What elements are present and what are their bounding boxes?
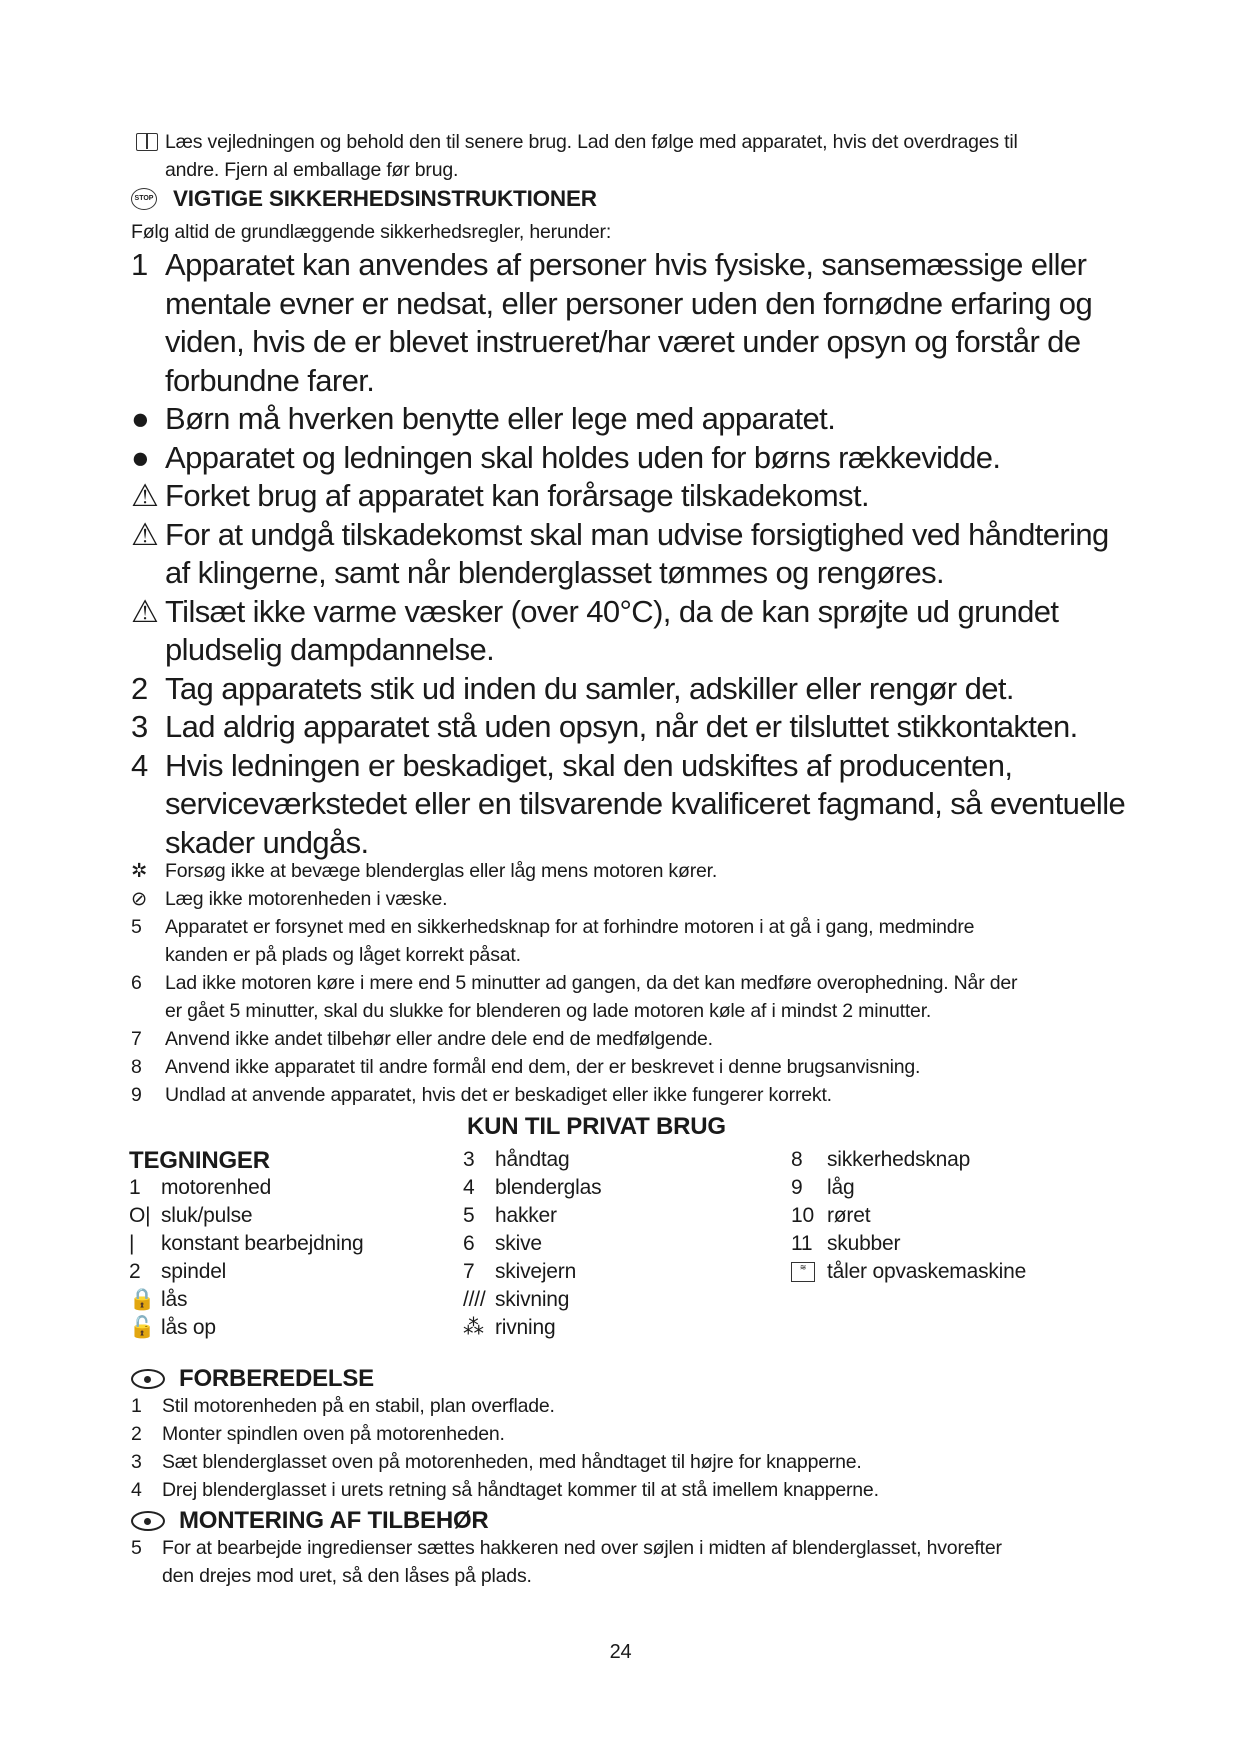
item-marker: 3: [131, 1451, 142, 1473]
legend-marker: 2: [129, 1260, 141, 1283]
list-item: [0, 1053, 1241, 1081]
legend-item: [129, 1286, 363, 1314]
mounting-title: MONTERING AF TILBEHØR: [179, 1507, 489, 1534]
legend-item: [463, 1174, 601, 1202]
item-marker: ●: [131, 439, 150, 475]
list-item: [0, 969, 1241, 1025]
item-line: Apparatet kan anvendes af personer hvis fysiske, sansemæssige eller: [165, 247, 1087, 282]
list-item: [0, 1476, 1241, 1504]
item-marker: 3: [131, 709, 148, 744]
item-line: Lad aldrig apparatet stå uden opsyn, når det er tilsluttet stikkontakten.: [165, 709, 1078, 744]
item-marker: 6: [131, 972, 142, 994]
legend-item: [791, 1230, 1026, 1258]
drawings-column-2: [463, 1146, 601, 1342]
legend-marker: 6: [463, 1232, 475, 1255]
item-line: Tag apparatets stik ud inden du samler, adskiller eller rengør det.: [165, 670, 1014, 706]
legend-label: sluk/pulse: [161, 1204, 253, 1227]
small-safety-list: [0, 857, 1241, 1109]
item-line: Lad ikke motoren køre i mere end 5 minutter ad gangen, da det kan medføre overophedning. Når der: [165, 972, 1018, 994]
legend-item: [463, 1230, 601, 1258]
intro-block: [131, 128, 1211, 184]
item-marker: ⚠: [131, 478, 159, 513]
item-line: pludselig dampdannelse.: [165, 632, 495, 667]
legend-item: [129, 1230, 363, 1258]
legend-item: [463, 1202, 601, 1230]
list-item: [0, 1534, 1241, 1590]
item-line: Apparatet er forsynet med en sikkerhedsknap for at forhindre motoren i at gå i gang, medmindre: [165, 916, 975, 938]
legend-label: motorenhed: [161, 1176, 272, 1199]
item-line: kanden er på plads og låget korrekt påsat.: [165, 944, 521, 966]
legend-label: tåler opvaskemaskine: [827, 1260, 1027, 1283]
legend-item: [129, 1314, 363, 1342]
item-line: Forsøg ikke at bevæge blenderglas eller låg mens motoren kører.: [165, 860, 718, 882]
item-marker: ✲: [131, 860, 148, 882]
safety-subtitle: Følg altid de grundlæggende sikkerhedsregler, herunder:: [131, 221, 612, 243]
list-item: [0, 439, 1241, 478]
list-item: [0, 885, 1241, 913]
item-marker: 2: [131, 670, 148, 706]
drawings-title: TEGNINGER: [129, 1147, 270, 1174]
legend-item: [129, 1202, 363, 1230]
item-line: Drej blenderglasset i urets retning så håndtaget kommer til at stå imellem knapperne.: [162, 1479, 879, 1501]
item-line: Stil motorenheden på en stabil, plan overflade.: [162, 1395, 555, 1417]
intro-line-2: andre. Fjern al emballage før brug.: [165, 159, 459, 181]
item-line: Monter spindlen oven på motorenheden.: [162, 1423, 505, 1445]
list-item: [0, 400, 1241, 439]
item-marker: 2: [131, 1423, 142, 1445]
item-line: Apparatet og ledningen skal holdes uden for børns rækkevidde.: [165, 439, 1001, 475]
legend-item: [791, 1258, 1026, 1286]
legend-marker: 1: [129, 1176, 141, 1199]
item-marker: 4: [131, 1479, 142, 1501]
list-item: [0, 477, 1241, 516]
item-marker: ⚠: [131, 593, 159, 629]
item-line: Anvend ikke apparatet til andre formål end dem, der er beskrevet i denne brugsanvisning.: [165, 1056, 921, 1078]
safety-title: VIGTIGE SIKKERHEDSINSTRUKTIONER: [173, 186, 597, 211]
legend-marker: 7: [463, 1260, 475, 1283]
list-item: [0, 913, 1241, 969]
legend-item: [791, 1202, 1026, 1230]
mounting-list: [0, 1534, 1241, 1590]
legend-marker: 11: [791, 1232, 813, 1255]
list-item: [0, 1081, 1241, 1109]
item-line: mentale evner er nedsat, eller personer uden den fornødne erfaring og: [165, 285, 1093, 321]
legend-label: konstant bearbejdning: [161, 1232, 364, 1255]
list-item: [0, 516, 1241, 593]
legend-marker: |: [129, 1232, 135, 1255]
item-line: Sæt blenderglasset oven på motorenheden, med håndtaget til højre for knapperne.: [162, 1451, 862, 1473]
preparation-title: FORBEREDELSE: [179, 1365, 374, 1392]
item-line: Forket brug af apparatet kan forårsage tilskadekomst.: [165, 478, 869, 513]
page-number: 24: [609, 1641, 632, 1663]
legend-marker: 4: [463, 1176, 475, 1199]
stop-icon: STOP: [131, 188, 157, 210]
list-item: [0, 246, 1241, 400]
legend-label: låg: [827, 1176, 855, 1199]
legend-item: [463, 1314, 601, 1342]
item-line: forbundne farer.: [165, 362, 375, 398]
item-line: Tilsæt ikke varme væsker (over 40°C), da de kan sprøjte ud grundet: [165, 593, 1059, 629]
private-use-heading: KUN TIL PRIVAT BRUG: [467, 1113, 726, 1140]
legend-label: lås: [161, 1288, 188, 1311]
item-line: skader undgås.: [165, 824, 369, 860]
item-marker: 8: [131, 1056, 142, 1078]
legend-item: [791, 1146, 1026, 1174]
list-item: [0, 670, 1241, 709]
legend-marker: 5: [463, 1204, 475, 1227]
dishwasher-safe-icon: ≋: [791, 1262, 815, 1282]
item-line: viden, hvis de er blevet instrueret/har været under opsyn og forstår de: [165, 324, 1081, 359]
item-marker: ⊘: [131, 888, 148, 910]
item-line: Undlad at anvende apparatet, hvis det er beskadiget eller ikke fungerer korrekt.: [165, 1084, 832, 1106]
item-marker: ⚠: [131, 516, 159, 552]
legend-label: skubber: [827, 1232, 901, 1255]
legend-label: håndtag: [495, 1148, 570, 1171]
list-item: [0, 747, 1241, 863]
legend-label: skivejern: [495, 1260, 577, 1283]
item-line: Børn må hverken benytte eller lege med apparatet.: [165, 401, 836, 436]
drawings-column-3: [791, 1146, 1026, 1286]
legend-label: rivning: [495, 1316, 556, 1339]
legend-item: [129, 1174, 363, 1202]
item-line: den drejes mod uret, så den låses på plads.: [162, 1565, 532, 1587]
legend-item: [129, 1258, 363, 1286]
legend-marker: 🔒: [129, 1288, 155, 1311]
large-safety-list: [0, 246, 1241, 862]
legend-label: sikkerhedsknap: [827, 1148, 971, 1171]
list-item: [0, 1448, 1241, 1476]
legend-marker: 10: [791, 1204, 814, 1227]
book-icon: [136, 133, 158, 151]
item-line: For at undgå tilskadekomst skal man udvise forsigtighed ved håndtering: [165, 516, 1109, 552]
intro-line-1: Læs vejledningen og behold den til senere brug. Lad den følge med apparatet, hvis det overdrages til: [165, 131, 1018, 153]
list-item: [0, 1420, 1241, 1448]
legend-marker: ⁂: [463, 1316, 484, 1339]
item-marker: 5: [131, 1537, 142, 1559]
legend-label: lås op: [161, 1316, 216, 1339]
item-line: er gået 5 minutter, skal du slukke for blenderen og lade motoren køle af i mindst 2 minutter.: [165, 1000, 932, 1022]
list-item: [0, 1025, 1241, 1053]
legend-marker: ////: [463, 1288, 486, 1311]
legend-item: [463, 1258, 601, 1286]
legend-marker: [791, 1258, 815, 1286]
legend-item: [463, 1286, 601, 1314]
list-item: [0, 593, 1241, 670]
legend-label: hakker: [495, 1204, 557, 1227]
item-marker: 5: [131, 916, 142, 938]
item-marker: 7: [131, 1028, 142, 1050]
eye-icon: [131, 1511, 165, 1531]
legend-marker: O|: [129, 1204, 151, 1227]
list-item: [0, 857, 1241, 885]
item-marker: 1: [131, 1395, 142, 1417]
legend-marker: 8: [791, 1148, 803, 1171]
item-line: Læg ikke motorenheden i væske.: [165, 888, 448, 910]
item-marker: 1: [131, 247, 148, 282]
legend-label: skivning: [495, 1288, 570, 1311]
legend-label: skive: [495, 1232, 542, 1255]
item-line: serviceværkstedet eller en tilsvarende kvalificeret fagmand, så eventuelle: [165, 786, 1126, 821]
legend-marker: 🔓: [129, 1316, 155, 1339]
item-line: Hvis ledningen er beskadiget, skal den udskiftes af producenten,: [165, 747, 1013, 783]
eye-icon: [131, 1369, 165, 1389]
item-line: Anvend ikke andet tilbehør eller andre dele end de medfølgende.: [165, 1028, 713, 1050]
legend-item: [791, 1174, 1026, 1202]
legend-label: spindel: [161, 1260, 227, 1283]
item-marker: 4: [131, 747, 148, 783]
preparation-list: [0, 1392, 1241, 1504]
item-marker: 9: [131, 1084, 142, 1106]
legend-label: røret: [827, 1204, 871, 1227]
legend-marker: 9: [791, 1176, 803, 1199]
item-line: For at bearbejde ingredienser sættes hakkeren ned over søjlen i midten af blenderglasset, hvorefter: [162, 1537, 1002, 1559]
list-item: [0, 708, 1241, 747]
item-marker: ●: [131, 401, 150, 436]
legend-item: [463, 1146, 601, 1174]
list-item: [0, 1392, 1241, 1420]
legend-marker: 3: [463, 1148, 475, 1171]
item-line: af klingerne, samt når blenderglasset tømmes og rengøres.: [165, 555, 945, 590]
drawings-column-1: [129, 1174, 363, 1342]
legend-label: blenderglas: [495, 1176, 602, 1199]
